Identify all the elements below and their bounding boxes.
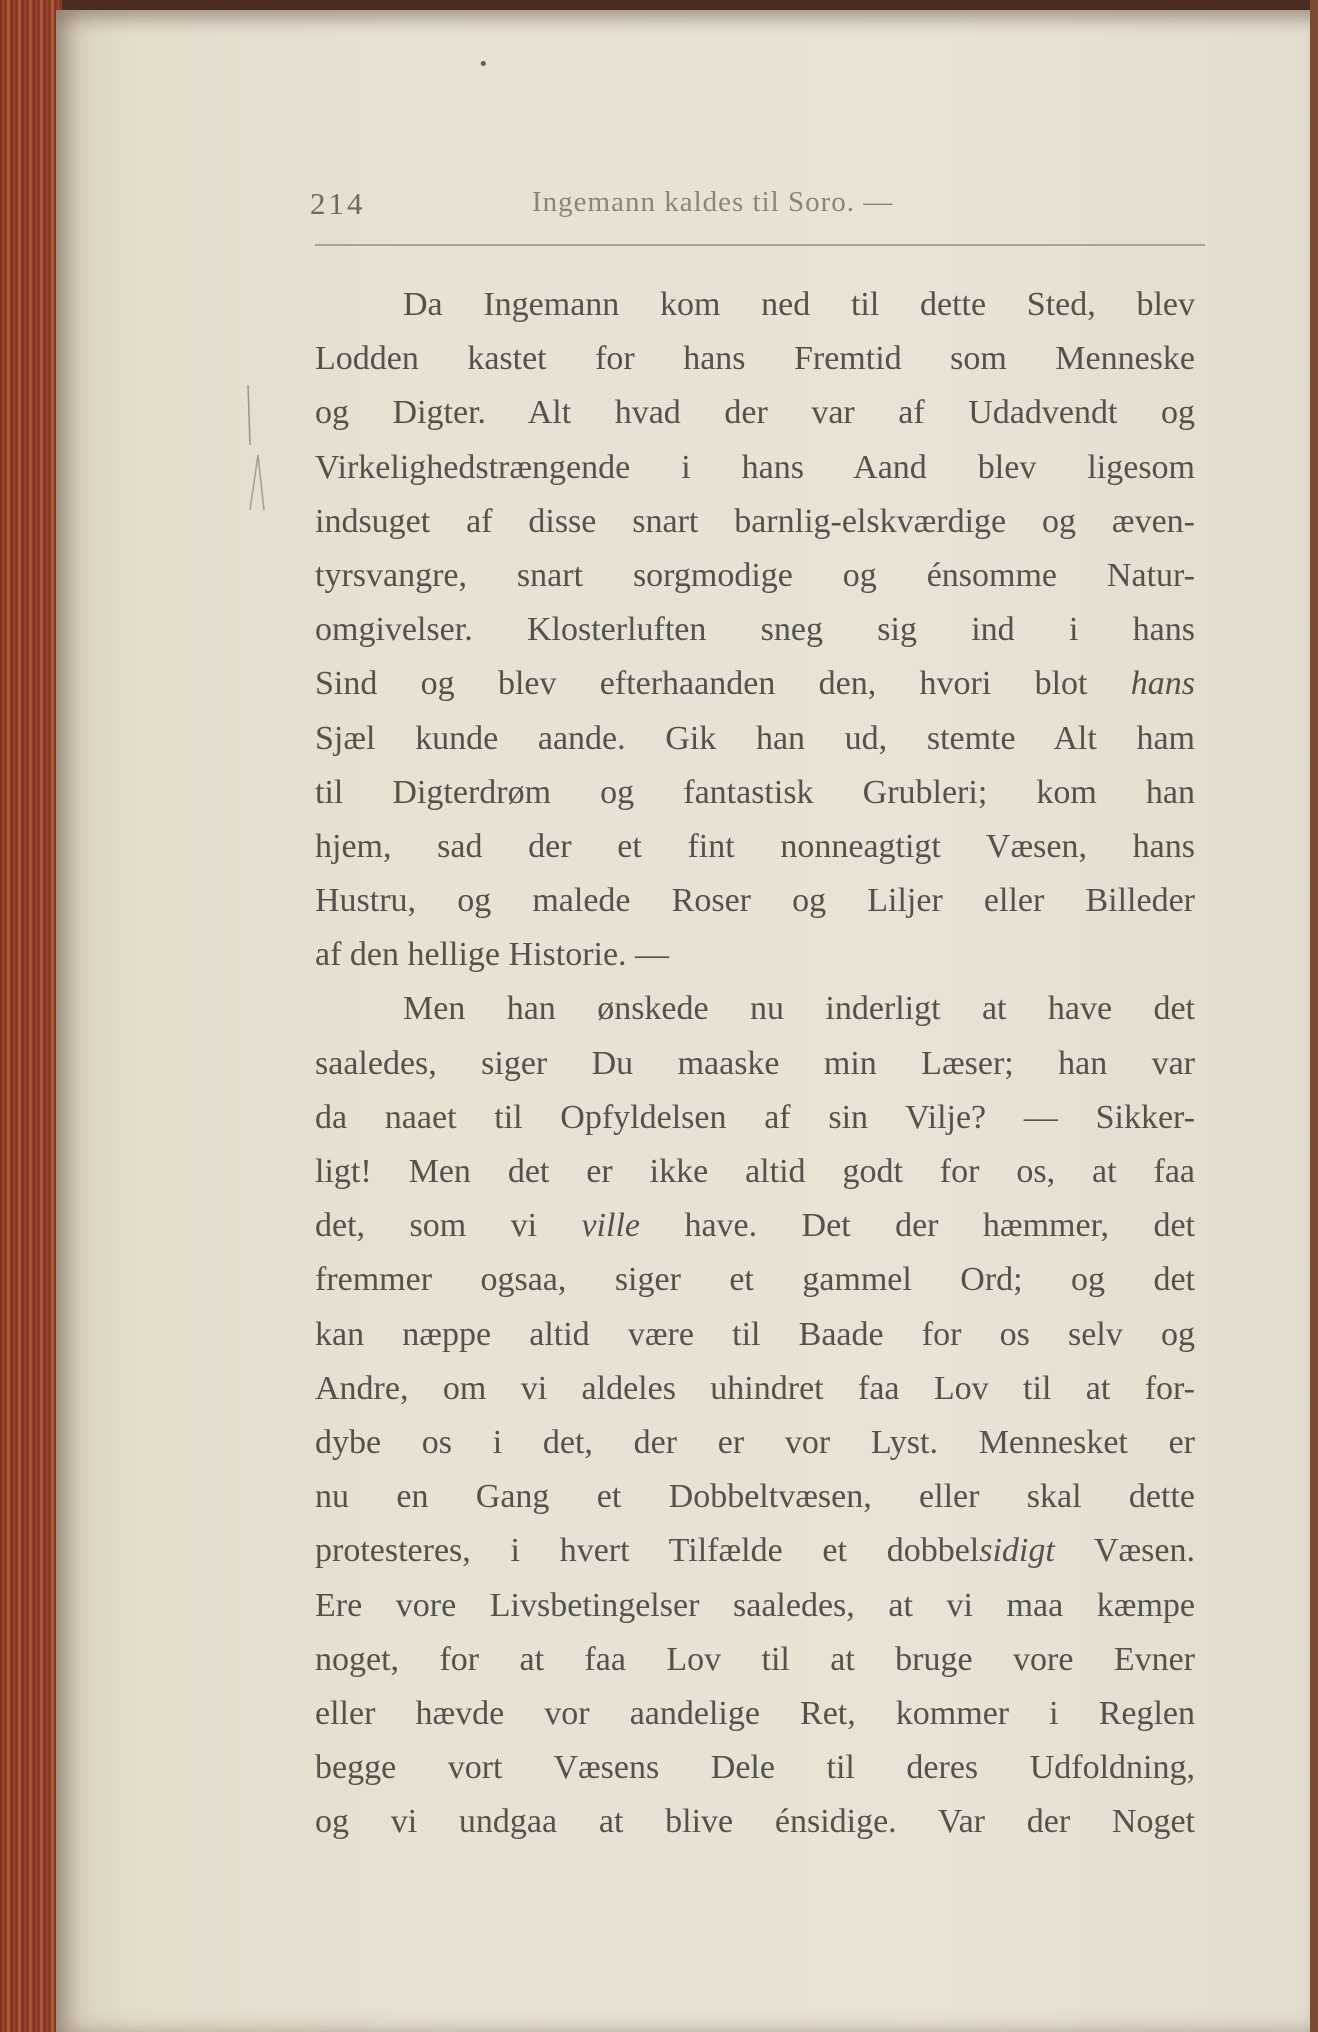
text-line: Lodden kastet for hans Fremtid som Menneske bbox=[315, 340, 1195, 378]
text-line: tyrsvangre, snart sorgmodige og énsomme Natur- bbox=[315, 556, 1195, 594]
text-segment: protesteres, i hvert Tilfælde et dobbel bbox=[315, 1532, 980, 1570]
text-line bbox=[315, 1524, 1195, 1578]
text-segment: have. Det der hæmmer, det bbox=[684, 1207, 1196, 1245]
running-head bbox=[310, 186, 1210, 226]
text-line: til Digterdrøm og fantastisk Grubleri; kom han bbox=[315, 773, 1195, 811]
italic-word: hans bbox=[1130, 665, 1195, 703]
running-title: Ingemann kaldes til Soro. — bbox=[532, 186, 894, 218]
text-line: Da Ingemann kom ned til dette Sted, blev bbox=[403, 286, 1195, 323]
text-line: Hustru, og malede Roser og Liljer eller Billeder bbox=[315, 882, 1195, 920]
text-line bbox=[315, 657, 1195, 711]
text-line: Virkelighedstrængende i hans Aand blev ligesom bbox=[315, 448, 1195, 486]
text-line: hjem, sad der et fint nonneagtigt Væsen, hans bbox=[315, 827, 1195, 865]
right-edge bbox=[1310, 0, 1318, 2032]
text-line: fremmer ogsaa, siger et gammel Ord; og det bbox=[315, 1261, 1195, 1299]
text-segment: Sind og blev efterhaanden den, hvori blot bbox=[315, 665, 1088, 703]
text-line: begge vort Væsens Dele til deres Udfoldning, bbox=[315, 1749, 1195, 1787]
ink-mark: • bbox=[478, 54, 489, 75]
text-line: dybe os i det, der er vor Lyst. Mennesket er bbox=[315, 1423, 1195, 1461]
text-line: noget, for at faa Lov til at bruge vore Evner bbox=[315, 1640, 1195, 1678]
text-line: saaledes, siger Du maaske min Læser; han var bbox=[315, 1044, 1195, 1082]
text-line bbox=[315, 1199, 1195, 1253]
text-line: Ere vore Livsbetingelser saaledes, at vi maa kæmpe bbox=[315, 1586, 1195, 1624]
text-line: og vi undgaa at blive énsidige. Var der Noget bbox=[315, 1803, 1195, 1841]
text-segment: det, som vi bbox=[315, 1207, 538, 1245]
book-page-edges bbox=[0, 0, 62, 2032]
italic-word: ville bbox=[581, 1207, 640, 1245]
text-line: kan næppe altid være til Baade for os selv og bbox=[315, 1315, 1195, 1353]
text-line: ligt! Men det er ikke altid godt for os, at faa bbox=[315, 1153, 1195, 1190]
text-line: indsuget af disse snart barnlig-elskværdige og æven- bbox=[315, 502, 1195, 540]
text-line: Men han ønskede nu inderligt at have det bbox=[403, 990, 1195, 1028]
italic-word: sidigt bbox=[979, 1532, 1055, 1570]
text-line: da naaet til Opfyldelsen af sin Vilje? — Sikker- bbox=[315, 1098, 1195, 1136]
text-line: Andre, om vi aldeles uhindret faa Lov til at for- bbox=[315, 1369, 1195, 1407]
text-segment: Væsen. bbox=[1093, 1532, 1195, 1570]
body-text bbox=[315, 278, 1195, 1849]
text-line: nu en Gang et Dobbeltvæsen, eller skal dette bbox=[315, 1478, 1195, 1516]
text-line: og Digter. Alt hvad der var af Udadvendt og bbox=[315, 394, 1195, 432]
text-line: eller hævde vor aandelige Ret, kommer i Reglen bbox=[315, 1694, 1195, 1732]
pencil-marginal-mark bbox=[240, 385, 280, 515]
text-line: af den hellige Historie. — bbox=[315, 936, 670, 974]
header-rule bbox=[315, 244, 1205, 246]
text-line: Sjæl kunde aande. Gik han ud, stemte Alt ham bbox=[315, 719, 1195, 757]
text-line: omgivelser. Klosterluften sneg sig ind i hans bbox=[315, 611, 1195, 649]
page-number: 214 bbox=[310, 186, 366, 221]
